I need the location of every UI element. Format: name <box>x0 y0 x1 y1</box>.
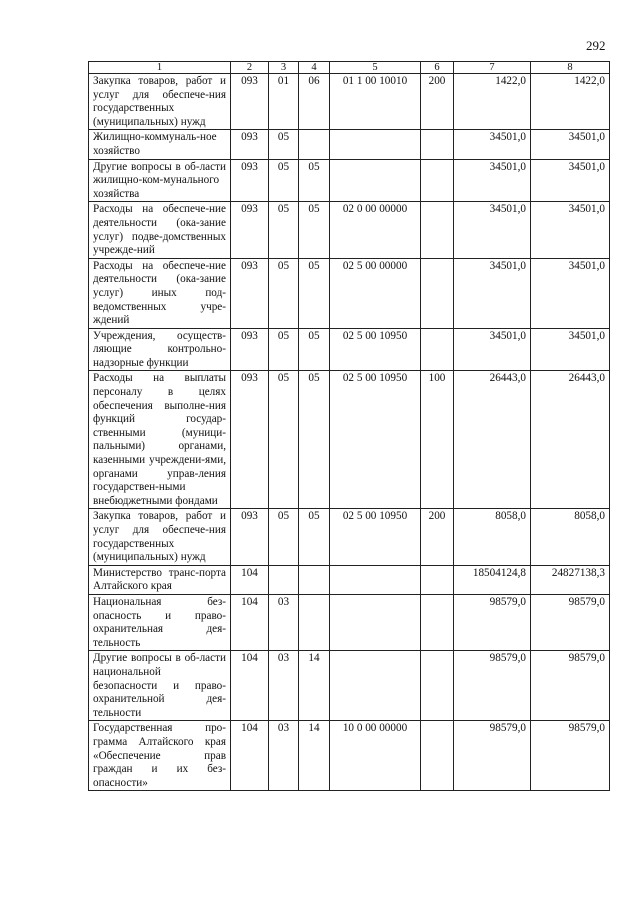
col-2-cell: 104 <box>231 651 269 721</box>
col-5-cell: 02 5 00 00000 <box>330 258 421 328</box>
col-3-cell: 03 <box>269 721 299 791</box>
col-5-cell: 10 0 00 00000 <box>330 721 421 791</box>
col-7-cell: 34501,0 <box>454 258 531 328</box>
col-6-cell <box>421 651 454 721</box>
col-8-cell: 1422,0 <box>531 74 610 130</box>
col-header-4: 4 <box>299 62 330 74</box>
col-8-cell: 34501,0 <box>531 159 610 202</box>
row-name-cell: Национальная без-опасность и право-охранительная дея-тельность <box>89 594 231 650</box>
col-5-cell: 01 1 00 10010 <box>330 74 421 130</box>
col-2-cell: 093 <box>231 74 269 130</box>
col-2-cell: 093 <box>231 258 269 328</box>
col-2-cell: 093 <box>231 328 269 371</box>
col-8-cell: 34501,0 <box>531 130 610 159</box>
table-row <box>89 159 610 202</box>
row-name-cell: Расходы на обеспече-ние деятельности (ока-зание услуг) иных под-ведомственных учре-ждений <box>89 258 231 328</box>
col-5-cell: 02 5 00 10950 <box>330 328 421 371</box>
col-3-cell: 05 <box>269 509 299 565</box>
table-row <box>89 371 610 509</box>
col-5-cell: 02 5 00 10950 <box>330 509 421 565</box>
col-8-cell: 34501,0 <box>531 202 610 258</box>
row-name-cell: Жилищно-коммуналь-ное хозяйство <box>89 130 231 159</box>
row-name-cell: Расходы на обеспече-ние деятельности (ока-зание услуг) подве-домственных учрежде-ний <box>89 202 231 258</box>
col-8-cell: 98579,0 <box>531 721 610 791</box>
table-row <box>89 651 610 721</box>
col-3-cell: 05 <box>269 371 299 509</box>
col-4-cell: 05 <box>299 371 330 509</box>
col-7-cell: 26443,0 <box>454 371 531 509</box>
col-7-cell: 98579,0 <box>454 721 531 791</box>
col-4-cell: 05 <box>299 202 330 258</box>
col-2-cell: 104 <box>231 594 269 650</box>
col-6-cell <box>421 258 454 328</box>
col-6-cell <box>421 130 454 159</box>
col-3-cell: 05 <box>269 328 299 371</box>
col-4-cell: 06 <box>299 74 330 130</box>
col-2-cell: 104 <box>231 721 269 791</box>
table-row <box>89 509 610 565</box>
col-5-cell <box>330 651 421 721</box>
col-3-cell <box>269 565 299 594</box>
col-5-cell <box>330 594 421 650</box>
col-3-cell: 01 <box>269 74 299 130</box>
row-name-cell: Другие вопросы в об-ласти национальной безопасности и право-охранительной дея-тельности <box>89 651 231 721</box>
col-7-cell: 98579,0 <box>454 651 531 721</box>
col-6-cell <box>421 721 454 791</box>
col-6-cell <box>421 328 454 371</box>
col-6-cell <box>421 565 454 594</box>
budget-table <box>88 61 610 791</box>
col-8-cell: 8058,0 <box>531 509 610 565</box>
col-8-cell: 24827138,3 <box>531 565 610 594</box>
page-number: 292 <box>586 38 606 53</box>
col-3-cell: 05 <box>269 130 299 159</box>
col-6-cell: 200 <box>421 509 454 565</box>
table-row <box>89 130 610 159</box>
col-header-2: 2 <box>231 62 269 74</box>
col-4-cell <box>299 594 330 650</box>
col-7-cell: 34501,0 <box>454 202 531 258</box>
col-8-cell: 26443,0 <box>531 371 610 509</box>
col-5-cell <box>330 130 421 159</box>
table-body <box>89 74 610 791</box>
col-7-cell: 34501,0 <box>454 328 531 371</box>
col-header-5: 5 <box>330 62 421 74</box>
col-6-cell <box>421 159 454 202</box>
col-7-cell: 8058,0 <box>454 509 531 565</box>
table-row <box>89 328 610 371</box>
col-3-cell: 03 <box>269 594 299 650</box>
col-3-cell: 05 <box>269 202 299 258</box>
row-name-cell: Государственная про-грамма Алтайского края «Обеспечение прав граждан и их без-опасности» <box>89 721 231 791</box>
row-name-cell: Министерство транс-порта Алтайского края <box>89 565 231 594</box>
table-row <box>89 594 610 650</box>
col-3-cell: 05 <box>269 159 299 202</box>
col-4-cell: 05 <box>299 509 330 565</box>
col-4-cell: 14 <box>299 721 330 791</box>
col-2-cell: 104 <box>231 565 269 594</box>
col-7-cell: 18504124,8 <box>454 565 531 594</box>
col-4-cell: 14 <box>299 651 330 721</box>
col-8-cell: 34501,0 <box>531 328 610 371</box>
col-2-cell: 093 <box>231 509 269 565</box>
col-2-cell: 093 <box>231 371 269 509</box>
col-2-cell: 093 <box>231 130 269 159</box>
col-7-cell: 34501,0 <box>454 130 531 159</box>
col-7-cell: 34501,0 <box>454 159 531 202</box>
col-7-cell: 98579,0 <box>454 594 531 650</box>
col-6-cell <box>421 594 454 650</box>
row-name-cell: Учреждения, осуществ-ляющие контрольно-надзорные функции <box>89 328 231 371</box>
table-row <box>89 202 610 258</box>
col-8-cell: 98579,0 <box>531 651 610 721</box>
row-name-cell: Закупка товаров, работ и услуг для обеспече-ния государственных (муниципальных) нужд <box>89 74 231 130</box>
col-8-cell: 34501,0 <box>531 258 610 328</box>
col-6-cell <box>421 202 454 258</box>
col-header-7: 7 <box>454 62 531 74</box>
row-name-cell: Расходы на выплаты персоналу в целях обеспечения выполне-ния функций государ-ственными (муници-пальными) органами, казенными учреждени-ями, органами управ-ления государствен-ными внебюджетными фондами <box>89 371 231 509</box>
col-3-cell: 03 <box>269 651 299 721</box>
col-5-cell: 02 0 00 00000 <box>330 202 421 258</box>
col-5-cell: 02 5 00 10950 <box>330 371 421 509</box>
col-5-cell <box>330 159 421 202</box>
header-row <box>89 62 610 74</box>
row-name-cell: Закупка товаров, работ и услуг для обеспече-ния государственных (муниципальных) нужд <box>89 509 231 565</box>
col-4-cell: 05 <box>299 159 330 202</box>
col-8-cell: 98579,0 <box>531 594 610 650</box>
col-2-cell: 093 <box>231 202 269 258</box>
col-header-1: 1 <box>89 62 231 74</box>
table-row <box>89 258 610 328</box>
table-row <box>89 74 610 130</box>
col-6-cell: 100 <box>421 371 454 509</box>
col-7-cell: 1422,0 <box>454 74 531 130</box>
col-header-8: 8 <box>531 62 610 74</box>
col-2-cell: 093 <box>231 159 269 202</box>
col-4-cell <box>299 565 330 594</box>
col-4-cell <box>299 130 330 159</box>
col-4-cell: 05 <box>299 258 330 328</box>
col-header-3: 3 <box>269 62 299 74</box>
table-row <box>89 565 610 594</box>
col-6-cell: 200 <box>421 74 454 130</box>
col-4-cell: 05 <box>299 328 330 371</box>
col-3-cell: 05 <box>269 258 299 328</box>
row-name-cell: Другие вопросы в об-ласти жилищно-ком-мунального хозяйства <box>89 159 231 202</box>
col-header-6: 6 <box>421 62 454 74</box>
col-5-cell <box>330 565 421 594</box>
table-row <box>89 721 610 791</box>
